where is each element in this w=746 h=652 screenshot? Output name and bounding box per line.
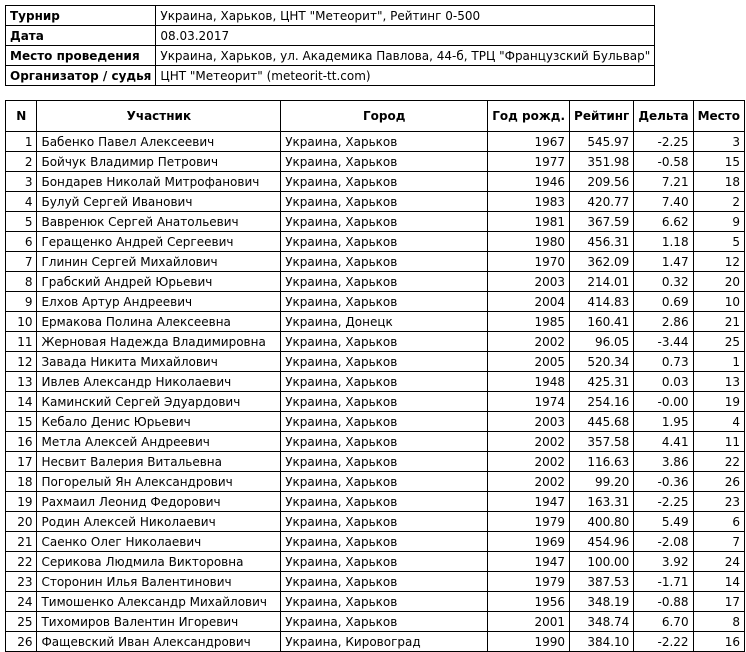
cell-birth-year: 1981 <box>488 212 570 232</box>
cell-participant: Грабский Андрей Юрьевич <box>37 272 281 292</box>
cell-place: 26 <box>693 472 744 492</box>
cell-delta: -1.71 <box>634 572 693 592</box>
table-row <box>6 212 745 232</box>
cell-delta: 0.03 <box>634 372 693 392</box>
cell-place: 24 <box>693 552 744 572</box>
cell-rating: 456.31 <box>570 232 634 252</box>
table-row <box>6 272 745 292</box>
cell-delta: 6.62 <box>634 212 693 232</box>
cell-participant: Родин Алексей Николаевич <box>37 512 281 532</box>
cell-delta: 7.21 <box>634 172 693 192</box>
table-row <box>6 292 745 312</box>
cell-city: Украина, Харьков <box>281 272 488 292</box>
table-row <box>6 312 745 332</box>
cell-rating: 454.96 <box>570 532 634 552</box>
cell-city: Украина, Харьков <box>281 452 488 472</box>
cell-number: 7 <box>6 252 37 272</box>
table-row <box>6 472 745 492</box>
cell-birth-year: 1974 <box>488 392 570 412</box>
cell-place: 13 <box>693 372 744 392</box>
cell-place: 6 <box>693 512 744 532</box>
cell-city: Украина, Харьков <box>281 552 488 572</box>
cell-city: Украина, Харьков <box>281 472 488 492</box>
cell-city: Украина, Харьков <box>281 352 488 372</box>
cell-number: 8 <box>6 272 37 292</box>
cell-rating: 362.09 <box>570 252 634 272</box>
table-row <box>6 412 745 432</box>
cell-participant: Ермакова Полина Алексеевна <box>37 312 281 332</box>
cell-birth-year: 1980 <box>488 232 570 252</box>
results-table <box>5 100 745 652</box>
cell-number: 4 <box>6 192 37 212</box>
cell-city: Украина, Харьков <box>281 592 488 612</box>
cell-city: Украина, Харьков <box>281 372 488 392</box>
column-header-birth-year: Год рожд. <box>488 101 570 132</box>
cell-birth-year: 2003 <box>488 272 570 292</box>
cell-place: 9 <box>693 212 744 232</box>
cell-number: 14 <box>6 392 37 412</box>
info-row-date <box>6 26 655 46</box>
cell-place: 3 <box>693 132 744 152</box>
table-row <box>6 632 745 652</box>
cell-rating: 420.77 <box>570 192 634 212</box>
cell-birth-year: 1970 <box>488 252 570 272</box>
cell-birth-year: 1948 <box>488 372 570 392</box>
cell-delta: 6.70 <box>634 612 693 632</box>
cell-birth-year: 2002 <box>488 452 570 472</box>
cell-participant: Завада Никита Михайлович <box>37 352 281 372</box>
cell-city: Украина, Харьков <box>281 252 488 272</box>
cell-number: 25 <box>6 612 37 632</box>
cell-place: 25 <box>693 332 744 352</box>
cell-participant: Серикова Людмила Викторовна <box>37 552 281 572</box>
cell-participant: Метла Алексей Андреевич <box>37 432 281 452</box>
results-body <box>6 132 745 652</box>
cell-city: Украина, Харьков <box>281 132 488 152</box>
cell-place: 18 <box>693 172 744 192</box>
info-value: 08.03.2017 <box>156 26 655 46</box>
cell-delta: -0.36 <box>634 472 693 492</box>
cell-delta: -2.25 <box>634 492 693 512</box>
column-header-rating: Рейтинг <box>570 101 634 132</box>
cell-rating: 160.41 <box>570 312 634 332</box>
cell-rating: 367.59 <box>570 212 634 232</box>
cell-place: 15 <box>693 152 744 172</box>
cell-city: Украина, Харьков <box>281 512 488 532</box>
cell-number: 21 <box>6 532 37 552</box>
column-header-delta: Дельта <box>634 101 693 132</box>
table-row <box>6 132 745 152</box>
cell-participant: Тимошенко Александр Михайлович <box>37 592 281 612</box>
cell-place: 16 <box>693 632 744 652</box>
cell-participant: Глинин Сергей Михайлович <box>37 252 281 272</box>
cell-rating: 387.53 <box>570 572 634 592</box>
table-row <box>6 252 745 272</box>
cell-rating: 520.34 <box>570 352 634 372</box>
cell-rating: 445.68 <box>570 412 634 432</box>
cell-number: 2 <box>6 152 37 172</box>
cell-number: 3 <box>6 172 37 192</box>
cell-rating: 163.31 <box>570 492 634 512</box>
cell-participant: Сторонин Илья Валентинович <box>37 572 281 592</box>
cell-number: 13 <box>6 372 37 392</box>
cell-participant: Бондарев Николай Митрофанович <box>37 172 281 192</box>
cell-place: 23 <box>693 492 744 512</box>
cell-rating: 545.97 <box>570 132 634 152</box>
cell-city: Украина, Харьков <box>281 392 488 412</box>
cell-participant: Кебало Денис Юрьевич <box>37 412 281 432</box>
cell-delta: -0.00 <box>634 392 693 412</box>
info-label: Место проведения <box>6 46 156 66</box>
cell-participant: Булуй Сергей Иванович <box>37 192 281 212</box>
cell-city: Украина, Харьков <box>281 172 488 192</box>
cell-number: 26 <box>6 632 37 652</box>
cell-city: Украина, Харьков <box>281 532 488 552</box>
cell-delta: 7.40 <box>634 192 693 212</box>
column-header-place: Место <box>693 101 744 132</box>
cell-birth-year: 2001 <box>488 612 570 632</box>
cell-place: 22 <box>693 452 744 472</box>
cell-number: 5 <box>6 212 37 232</box>
cell-city: Украина, Харьков <box>281 212 488 232</box>
column-header-participant: Участник <box>37 101 281 132</box>
cell-delta: 0.69 <box>634 292 693 312</box>
cell-participant: Рахмаил Леонид Федорович <box>37 492 281 512</box>
tournament-info-body <box>6 6 655 86</box>
cell-participant: Геращенко Андрей Сергеевич <box>37 232 281 252</box>
table-row <box>6 192 745 212</box>
cell-delta: 1.95 <box>634 412 693 432</box>
cell-city: Украина, Донецк <box>281 312 488 332</box>
cell-place: 2 <box>693 192 744 212</box>
cell-place: 8 <box>693 612 744 632</box>
cell-place: 7 <box>693 532 744 552</box>
cell-place: 1 <box>693 352 744 372</box>
cell-participant: Елхов Артур Андреевич <box>37 292 281 312</box>
table-row <box>6 512 745 532</box>
header-row <box>6 101 745 132</box>
cell-birth-year: 2002 <box>488 472 570 492</box>
cell-delta: -0.88 <box>634 592 693 612</box>
table-row <box>6 532 745 552</box>
cell-city: Украина, Харьков <box>281 152 488 172</box>
cell-place: 12 <box>693 252 744 272</box>
cell-birth-year: 1947 <box>488 492 570 512</box>
cell-number: 10 <box>6 312 37 332</box>
column-header-city: Город <box>281 101 488 132</box>
cell-delta: -0.58 <box>634 152 693 172</box>
cell-rating: 254.16 <box>570 392 634 412</box>
cell-participant: Бойчук Владимир Петрович <box>37 152 281 172</box>
cell-birth-year: 2004 <box>488 292 570 312</box>
cell-rating: 351.98 <box>570 152 634 172</box>
cell-participant: Погорелый Ян Александрович <box>37 472 281 492</box>
table-row <box>6 352 745 372</box>
cell-birth-year: 1979 <box>488 512 570 532</box>
info-label: Дата <box>6 26 156 46</box>
cell-participant: Тихомиров Валентин Игоревич <box>37 612 281 632</box>
cell-delta: 5.49 <box>634 512 693 532</box>
cell-birth-year: 1990 <box>488 632 570 652</box>
cell-rating: 209.56 <box>570 172 634 192</box>
cell-participant: Каминский Сергей Эдуардович <box>37 392 281 412</box>
cell-delta: 1.47 <box>634 252 693 272</box>
cell-birth-year: 1985 <box>488 312 570 332</box>
table-row <box>6 152 745 172</box>
cell-delta: -3.44 <box>634 332 693 352</box>
table-row <box>6 232 745 252</box>
cell-city: Украина, Харьков <box>281 412 488 432</box>
cell-city: Украина, Харьков <box>281 192 488 212</box>
info-label: Организатор / судья <box>6 66 156 86</box>
table-row <box>6 552 745 572</box>
cell-city: Украина, Харьков <box>281 492 488 512</box>
cell-city: Украина, Харьков <box>281 572 488 592</box>
cell-number: 18 <box>6 472 37 492</box>
cell-participant: Саенко Олег Николаевич <box>37 532 281 552</box>
cell-birth-year: 1979 <box>488 572 570 592</box>
info-value: ЦНТ "Метеорит" (meteorit-tt.com) <box>156 66 655 86</box>
cell-place: 20 <box>693 272 744 292</box>
table-row <box>6 172 745 192</box>
cell-rating: 425.31 <box>570 372 634 392</box>
table-row <box>6 452 745 472</box>
cell-participant: Несвит Валерия Витальевна <box>37 452 281 472</box>
cell-number: 22 <box>6 552 37 572</box>
cell-birth-year: 1967 <box>488 132 570 152</box>
cell-number: 24 <box>6 592 37 612</box>
cell-delta: 3.86 <box>634 452 693 472</box>
cell-city: Украина, Харьков <box>281 332 488 352</box>
cell-number: 15 <box>6 412 37 432</box>
tournament-info-table <box>5 5 655 86</box>
cell-delta: -2.22 <box>634 632 693 652</box>
cell-number: 1 <box>6 132 37 152</box>
cell-place: 17 <box>693 592 744 612</box>
table-row <box>6 612 745 632</box>
cell-rating: 414.83 <box>570 292 634 312</box>
cell-place: 21 <box>693 312 744 332</box>
results-header <box>6 101 745 132</box>
table-row <box>6 392 745 412</box>
cell-birth-year: 1956 <box>488 592 570 612</box>
cell-number: 17 <box>6 452 37 472</box>
cell-city: Украина, Харьков <box>281 292 488 312</box>
cell-rating: 100.00 <box>570 552 634 572</box>
cell-delta: 1.18 <box>634 232 693 252</box>
cell-rating: 214.01 <box>570 272 634 292</box>
info-row-tournament <box>6 6 655 26</box>
table-row <box>6 432 745 452</box>
table-row <box>6 372 745 392</box>
cell-place: 4 <box>693 412 744 432</box>
table-row <box>6 592 745 612</box>
cell-participant: Ивлев Александр Николаевич <box>37 372 281 392</box>
cell-rating: 116.63 <box>570 452 634 472</box>
cell-delta: -2.25 <box>634 132 693 152</box>
table-row <box>6 332 745 352</box>
cell-birth-year: 2003 <box>488 412 570 432</box>
cell-place: 19 <box>693 392 744 412</box>
cell-delta: -2.08 <box>634 532 693 552</box>
cell-place: 10 <box>693 292 744 312</box>
cell-participant: Жерновая Надежда Владимировна <box>37 332 281 352</box>
info-row-organizer <box>6 66 655 86</box>
cell-birth-year: 1946 <box>488 172 570 192</box>
cell-rating: 348.19 <box>570 592 634 612</box>
cell-rating: 384.10 <box>570 632 634 652</box>
cell-rating: 357.58 <box>570 432 634 452</box>
cell-birth-year: 1977 <box>488 152 570 172</box>
cell-number: 20 <box>6 512 37 532</box>
cell-delta: 0.73 <box>634 352 693 372</box>
cell-delta: 4.41 <box>634 432 693 452</box>
cell-number: 9 <box>6 292 37 312</box>
table-row <box>6 572 745 592</box>
info-value: Украина, Харьков, ул. Академика Павлова, 44-б, ТРЦ "Французский Бульвар" <box>156 46 655 66</box>
cell-delta: 2.86 <box>634 312 693 332</box>
cell-number: 11 <box>6 332 37 352</box>
cell-rating: 99.20 <box>570 472 634 492</box>
cell-birth-year: 1983 <box>488 192 570 212</box>
cell-participant: Вавренюк Сергей Анатольевич <box>37 212 281 232</box>
cell-delta: 3.92 <box>634 552 693 572</box>
cell-city: Украина, Харьков <box>281 612 488 632</box>
cell-place: 11 <box>693 432 744 452</box>
column-header-number: N <box>6 101 37 132</box>
info-label: Турнир <box>6 6 156 26</box>
table-row <box>6 492 745 512</box>
info-value: Украина, Харьков, ЦНТ "Метеорит", Рейтинг 0-500 <box>156 6 655 26</box>
cell-city: Украина, Харьков <box>281 232 488 252</box>
cell-delta: 0.32 <box>634 272 693 292</box>
cell-place: 14 <box>693 572 744 592</box>
cell-number: 16 <box>6 432 37 452</box>
cell-number: 12 <box>6 352 37 372</box>
cell-birth-year: 1969 <box>488 532 570 552</box>
cell-number: 23 <box>6 572 37 592</box>
cell-rating: 96.05 <box>570 332 634 352</box>
cell-birth-year: 2002 <box>488 332 570 352</box>
cell-participant: Бабенко Павел Алексеевич <box>37 132 281 152</box>
info-row-venue <box>6 46 655 66</box>
cell-number: 6 <box>6 232 37 252</box>
cell-birth-year: 2002 <box>488 432 570 452</box>
cell-number: 19 <box>6 492 37 512</box>
cell-birth-year: 1947 <box>488 552 570 572</box>
cell-birth-year: 2005 <box>488 352 570 372</box>
cell-rating: 348.74 <box>570 612 634 632</box>
cell-rating: 400.80 <box>570 512 634 532</box>
cell-city: Украина, Харьков <box>281 432 488 452</box>
cell-city: Украина, Кировоград <box>281 632 488 652</box>
cell-participant: Фащевский Иван Александрович <box>37 632 281 652</box>
cell-place: 5 <box>693 232 744 252</box>
